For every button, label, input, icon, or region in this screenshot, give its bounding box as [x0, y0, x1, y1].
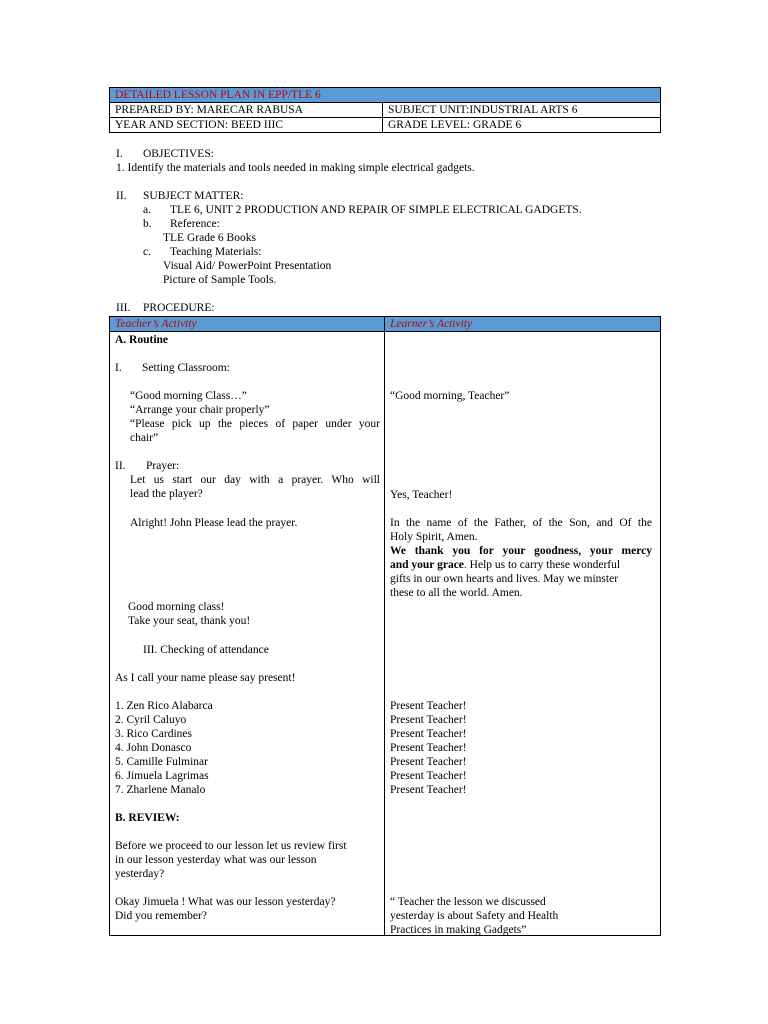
learner-prayer-5: these to all the world. Amen. [390, 587, 523, 599]
after-prayer-1: Good morning class! [128, 601, 225, 613]
teacher-activity-header: Teacher’s Activity [110, 317, 385, 332]
student-name: 7. Zharlene Manalo [115, 784, 206, 796]
ask-line-1: Okay Jimuela ! What was our lesson yesterday? [115, 896, 336, 908]
learner-answer-3: Practices in making Gadgets” [390, 924, 527, 936]
learner-activity-header: Learner’s Activity [385, 317, 661, 332]
learner-greet: “Good morning, Teacher” [390, 390, 510, 402]
learner-present: Present Teacher! [390, 714, 467, 726]
greet-line-3b: chair” [130, 432, 159, 444]
student-name: 2. Cyril Caluyo [115, 714, 187, 726]
objectives-heading: I. OBJECTIVES: [116, 148, 214, 160]
greet-line-2: “Arrange your chair properly” [130, 404, 270, 416]
student-name: 6. Jimuela Lagrimas [115, 770, 209, 782]
prayer-line-2: lead the player? [130, 488, 203, 500]
greet-line-1: “Good morning Class…” [130, 390, 247, 402]
header-table [109, 87, 661, 133]
document-title: DETAILED LESSON PLAN IN EPP/TLE 6 [110, 88, 661, 103]
attendance-instruction: As I call your name please say present! [115, 672, 296, 684]
setting-classroom: I. Setting Classroom: [115, 362, 230, 374]
learner-prayer-3: and your grace. Help us to carry these wonderful [390, 559, 621, 571]
student-name: 5. Camille Fulminar [115, 756, 208, 768]
subject-unit: SUBJECT UNIT:INDUSTRIAL ARTS 6 [383, 103, 661, 118]
learner-present: Present Teacher! [390, 728, 467, 740]
learner-present: Present Teacher! [390, 700, 467, 712]
prepared-by: PREPARED BY: MARECAR RABUSA [110, 103, 383, 118]
learner-prayer-4: gifts in our own hearts and lives. May we minster [390, 573, 619, 585]
learner-activity-cell [385, 332, 661, 936]
subject-matter-a: a. TLE 6, UNIT 2 PRODUCTION AND REPAIR OF SIMPLE ELECTRICAL GADGETS. [143, 204, 582, 216]
review-line-2: in our lesson yesterday what was our lesson [115, 854, 317, 866]
prayer-lead: Alright! John Please lead the prayer. [130, 517, 298, 529]
learner-present: Present Teacher! [390, 756, 467, 768]
subject-matter-b: b. Reference: [143, 218, 220, 230]
learner-present: Present Teacher! [390, 770, 467, 782]
attendance-heading: III. Checking of attendance [143, 644, 269, 656]
objective-item: 1. Identify the materials and tools needed in making simple electrical gadgets. [116, 162, 475, 174]
student-name: 4. John Donasco [115, 742, 192, 754]
learner-prayer-2: Holy Spirit, Amen. [390, 531, 478, 543]
subject-matter-c: c. Teaching Materials: [143, 246, 262, 258]
grade-level: GRADE LEVEL: GRADE 6 [383, 118, 661, 133]
learner-answer-2: yesterday is about Safety and Health [390, 910, 559, 922]
greet-line-3a: “Please pick up the pieces of paper under your [130, 418, 380, 430]
teaching-material-2: Picture of Sample Tools. [163, 274, 277, 286]
learner-present: Present Teacher! [390, 742, 467, 754]
learner-yes: Yes, Teacher! [390, 489, 453, 501]
ask-line-2: Did you remember? [115, 910, 207, 922]
procedure-table [109, 316, 661, 936]
prayer-heading: II. Prayer: [115, 460, 180, 472]
learner-prayer-1: In the name of the Father, of the Son, and Of the [390, 517, 652, 529]
teacher-activity-cell [110, 332, 385, 936]
after-prayer-2: Take your seat, thank you! [128, 615, 251, 627]
reference-detail: TLE Grade 6 Books [163, 232, 256, 244]
review-line-3: yesterday? [115, 868, 165, 880]
teaching-material-1: Visual Aid/ PowerPoint Presentation [163, 260, 332, 272]
procedure-heading: III. PROCEDURE: [116, 302, 215, 314]
student-name: 1. Zen Rico Alabarca [115, 700, 213, 712]
year-section: YEAR AND SECTION: BEED IIIC [110, 118, 383, 133]
subject-matter-heading: II. SUBJECT MATTER: [116, 190, 244, 202]
review-line-1: Before we proceed to our lesson let us review first [115, 840, 347, 852]
review-heading: B. REVIEW: [115, 812, 180, 824]
routine-heading: A. Routine [115, 334, 169, 346]
learner-present: Present Teacher! [390, 784, 467, 796]
prayer-line-1: Let us start our day with a prayer. Who will [130, 474, 380, 486]
learner-answer-1: “ Teacher the lesson we discussed [390, 896, 546, 908]
learner-prayer-bold-1: We thank you for your goodness, your mercy [390, 545, 652, 557]
student-name: 3. Rico Cardines [115, 728, 192, 740]
